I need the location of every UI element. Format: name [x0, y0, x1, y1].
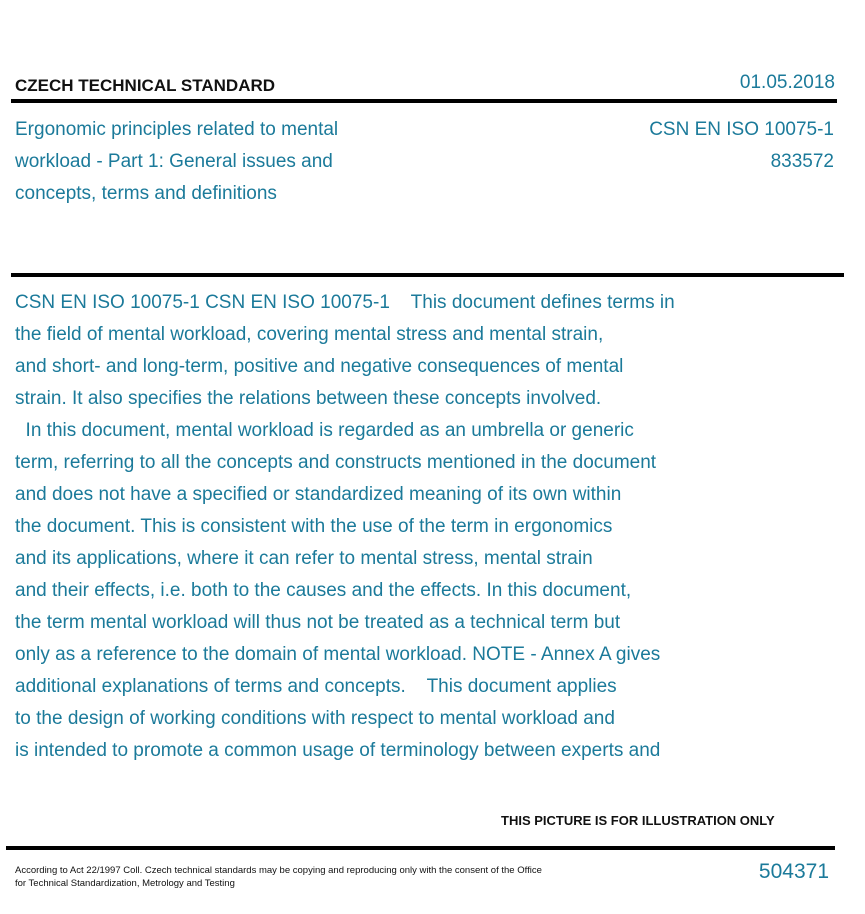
catalog-number: 833572 [770, 151, 834, 172]
title-divider [11, 273, 844, 277]
standard-codes [649, 114, 834, 178]
abstract-line: strain. It also specifies the relations between these concepts involved. [15, 388, 602, 409]
abstract-line: the document. This is consistent with the use of the term in ergonomics [15, 516, 613, 537]
legal-notice-line: According to Act 22/1997 Coll. Czech technical standards may be copying and reproducing only with the consent of the Office [15, 865, 542, 876]
abstract-line: to the design of working conditions with respect to mental workload and [15, 708, 615, 729]
title-line: workload - Part 1: General issues and [15, 151, 333, 172]
abstract-line: additional explanations of terms and concepts. This document applies [15, 676, 617, 697]
abstract-line: the term mental workload will thus not be treated as a technical term but [15, 612, 621, 633]
publication-date: 01.05.2018 [739, 72, 835, 93]
abstract-line: and short- and long-term, positive and negative consequences of mental [15, 356, 624, 377]
legal-notice [15, 864, 595, 890]
abstract-line: and does not have a specified or standardized meaning of its own within [15, 484, 622, 505]
standard-number: CSN EN ISO 10075-1 [649, 119, 834, 140]
document-title [15, 114, 435, 210]
illustration-notice: THIS PICTURE IS FOR ILLUSTRATION ONLY [501, 813, 775, 828]
abstract-line: CSN EN ISO 10075-1 CSN EN ISO 10075-1 This document defines terms in [15, 292, 675, 313]
legal-notice-line: for Technical Standardization, Metrology and Testing [15, 878, 235, 889]
abstract-line: only as a reference to the domain of mental workload. NOTE - Annex A gives [15, 644, 661, 665]
footer-divider [6, 846, 835, 850]
title-line: concepts, terms and definitions [15, 183, 277, 204]
abstract-line: In this document, mental workload is regarded as an umbrella or generic [15, 420, 634, 441]
abstract-line: term, referring to all the concepts and constructs mentioned in the document [15, 452, 657, 473]
title-line: Ergonomic principles related to mental [15, 119, 339, 140]
document-type-label: CZECH TECHNICAL STANDARD [15, 76, 276, 95]
document-id: 504371 [758, 860, 829, 883]
abstract-line: and their effects, i.e. both to the causes and the effects. In this document, [15, 580, 632, 601]
header-divider [11, 99, 837, 103]
abstract-line: and its applications, where it can refer to mental stress, mental strain [15, 548, 593, 569]
abstract-text [15, 287, 775, 767]
abstract-line: is intended to promote a common usage of terminology between experts and [15, 740, 661, 761]
abstract-line: the field of mental workload, covering mental stress and mental strain, [15, 324, 604, 345]
